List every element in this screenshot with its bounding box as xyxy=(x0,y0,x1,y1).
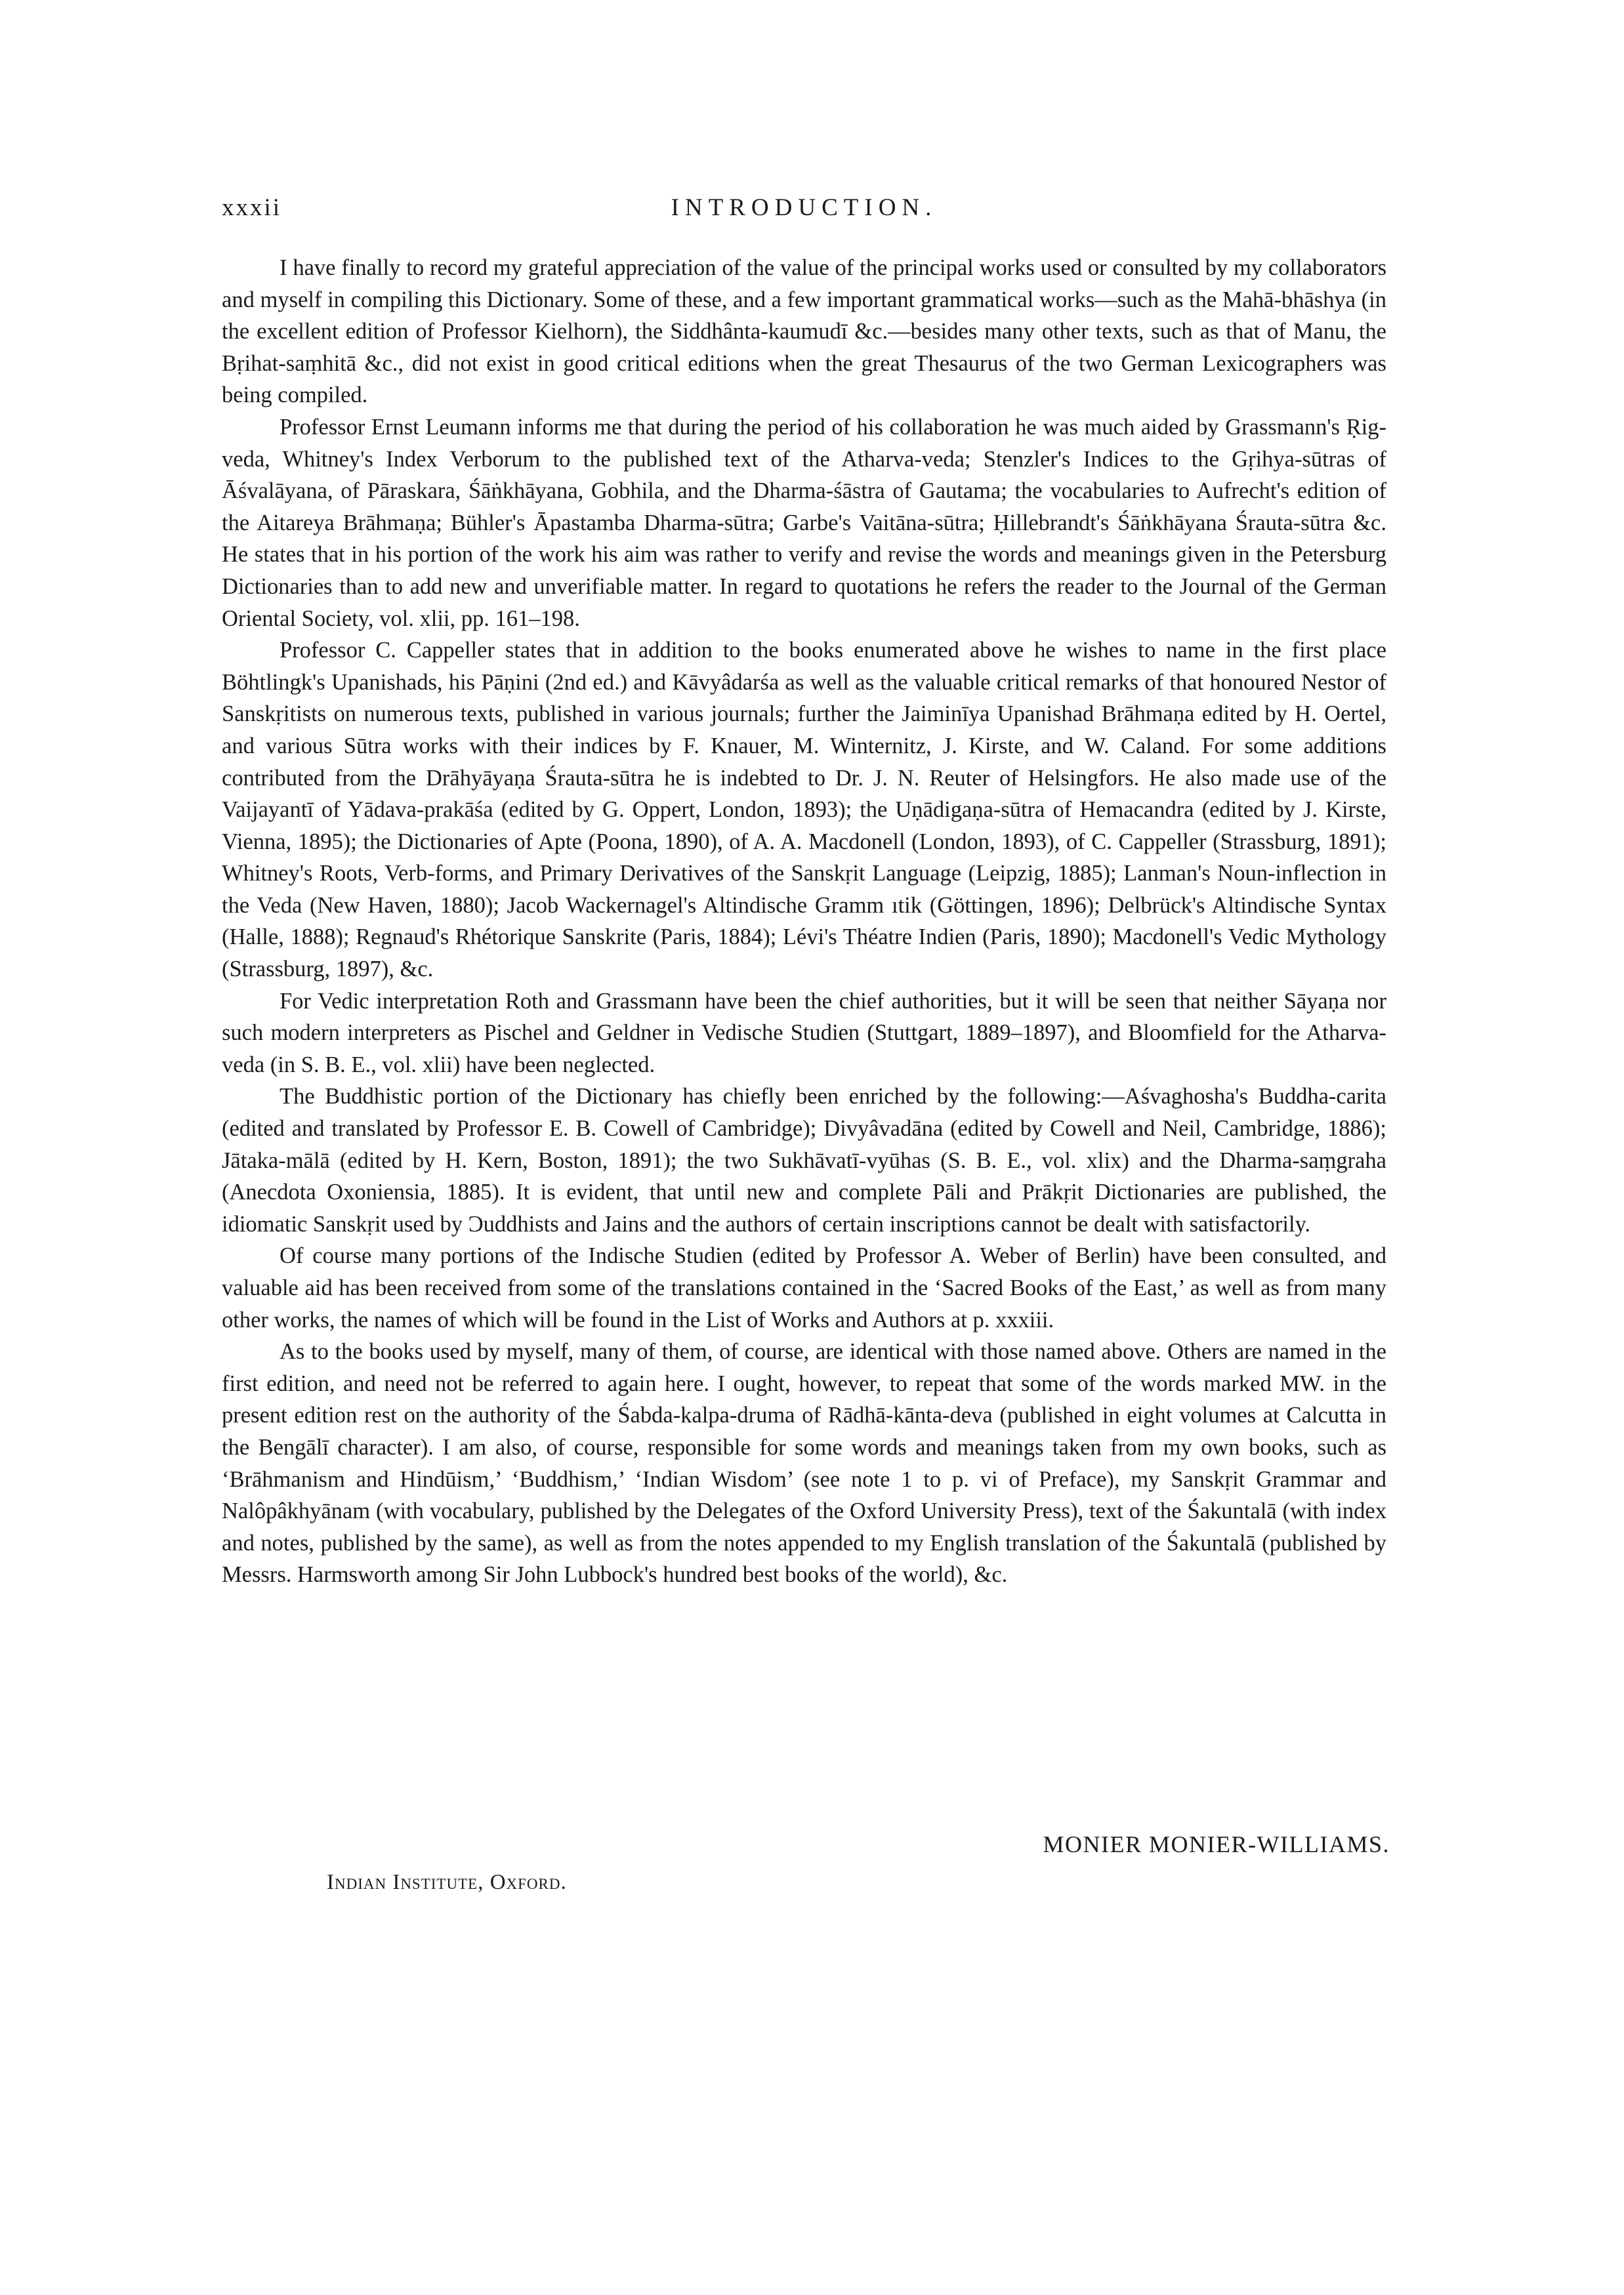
paragraph-cappeller: Professor C. Cappeller states that in addition to the books enumerated above he wishes to name in the first place Böhtlingk's Upanishads, his Pāṇini (2nd ed.) and Kāvyâdarśa as well as the valuable critical remarks of that honoured Nestor of Sanskṛitists on numerous texts, published in various journals; further the Jaiminīya Upanishad Brāhmaṇa edited by H. Oertel, and various Sūtra works with their indices by F. Knauer, M. Winternitz, J. Kirste, and W. Caland. For some additions contributed from the Drāhyāyaṇa Śrauta-sūtra he is indebted to Dr. J. N. Reuter of Helsingfors. He also made use of the Vaijayantī of Yādava-prakāśa (edited by G. Oppert, London, 1893); the Uṇādigaṇa-sūtra of Hemacandra (edited by J. Kirste, Vienna, 1895); the Dictionaries of Apte (Poona, 1890), of A. A. Macdonell (London, 1893), of C. Cappeller (Strassburg, 1891); Whitney's Roots, Verb-forms, and Primary Derivatives of the Sanskṛit Language (Leipzig, 1885); Lanman's Noun-inflection in the Veda (New Haven, 1880); Jacob Wackernagel's Altindische Gramm ıtik (Göttingen, 1896); Delbrück's Altindische Syntax (Halle, 1888); Regnaud's Rhétorique Sanskrite (Paris, 1884); Lévi's Théatre Indien (Paris, 1890); Macdonell's Vedic Mythology (Strassburg, 1897), &c. xyxy=(222,638,1386,982)
page-number: xxxii xyxy=(222,194,282,221)
paragraph-buddhistic: The Buddhistic portion of the Dictionary has chiefly been enriched by the following:—Aśvaghosha's Buddha-carita (edited and translated by Professor E. B. Cowell of Cambridge); Divyâvadāna (edited by Cowell and Neil, Cambridge, 1886); Jātaka-mālā (edited by H. Kern, Boston, 1891); the two Sukhāvatī-vyūhas (S. B. E., vol. xlix) and the Dharma-saṃgraha (Anecdota Oxoniensia, 1885). It is evident, that until new and complete Pāli and Prākṛit Dictionaries are published, the idiomatic Sanskṛit used by Ɔuddhists and Jains and the authors of certain inscriptions cannot be dealt with satisfactorily. xyxy=(222,1084,1386,1237)
paragraph-acknowledgements: I have finally to record my grateful appreciation of the value of the principal works used or consulted by my collaborators and myself in compiling this Dictionary. Some of these, and a few important grammatical works—such as the Mahā-bhāshya (in the excellent edition of Professor Kielhorn), the Siddhânta-kaumudī &c.—besides many other texts, such as that of Manu, the Bṛihat-saṃhitā &c., did not exist in good critical editions when the great Thesaurus of the two German Lexicographers was being compiled. xyxy=(222,255,1386,408)
running-head: INTRODUCTION. xyxy=(671,194,938,221)
paragraph-own-books: As to the books used by myself, many of them, of course, are identical with those named above. Others are named in the first edition, and need not be referred to again here. I ought, however, to repeat that some of the words marked MW. in the present edition rest on the authority of the Śabda-kalpa-druma of Rādhā-kānta-deva (published in eight volumes at Calcutta in the Bengālī character). I am also, of course, responsible for some words and meanings taken from my own books, such as ‘Brāhmanism and Hindūism,’ ‘Buddhism,’ ‘Indian Wisdom’ (see note 1 to p. vi of Preface), my Sanskṛit Grammar and Nalôpâkhyānam (with vocabulary, published by the Delegates of the Oxford University Press), text of the Śakuntalā (with index and notes, published by the same), as well as from the notes appended to my English translation of the Śakuntalā (published by Messrs. Harmsworth among Sir John Lubbock's hundred best books of the world), &c. xyxy=(222,1339,1386,1588)
paragraph-indische-studien: Of course many portions of the Indische Studien (edited by Professor A. Weber of Berlin) have been consulted, and valuable aid has been received from some of the translations contained in the ‘Sacred Books of the East,’ as well as from many other works, the names of which will be found in the List of Works and Authors at p. xxxiii. xyxy=(222,1243,1386,1333)
author-signature: MONIER MONIER-WILLIAMS. xyxy=(1043,1831,1390,1857)
paragraph-vedic-interpretation: For Vedic interpretation Roth and Grassmann have been the chief authorities, but it will be seen that neither Sāyaṇa nor such modern interpreters as Pischel and Geldner in Vedische Studien (Stuttgart, 1889–1897), and Bloomfield for the Atharva-veda (in S. B. E., vol. xlii) have been neglected. xyxy=(222,988,1386,1077)
page-header xyxy=(222,194,1386,233)
place-line: Indian Institute, Oxford. xyxy=(327,1871,567,1894)
introduction-body xyxy=(222,252,1386,1591)
paragraph-leumann: Professor Ernst Leumann informs me that during the period of his collaboration he was much aided by Grassmann's Ṛig-veda, Whitney's Index Verborum to the published text of the Atharva-veda; Stenzler's Indices to the Gṛihya-sūtras of Āśvalāyana, of Pāraskara, Śāṅkhāyana, Gobhila, and the Dharma-śāstra of Gautama; the vocabularies to Aufrecht's edition of the Aitareya Brāhmaṇa; Bühler's Āpastamba Dharma-sūtra; Garbe's Vaitāna-sūtra; Ḥillebrandt's Śāṅkhāyana Śrauta-sūtra &c. He states that in his portion of the work his aim was rather to verify and revise the words and meanings given in the Petersburg Dictionaries than to add new and unverifiable matter. In regard to quotations he refers the reader to the Journal of the German Oriental Society, vol. xlii, pp. 161–198. xyxy=(222,414,1386,631)
